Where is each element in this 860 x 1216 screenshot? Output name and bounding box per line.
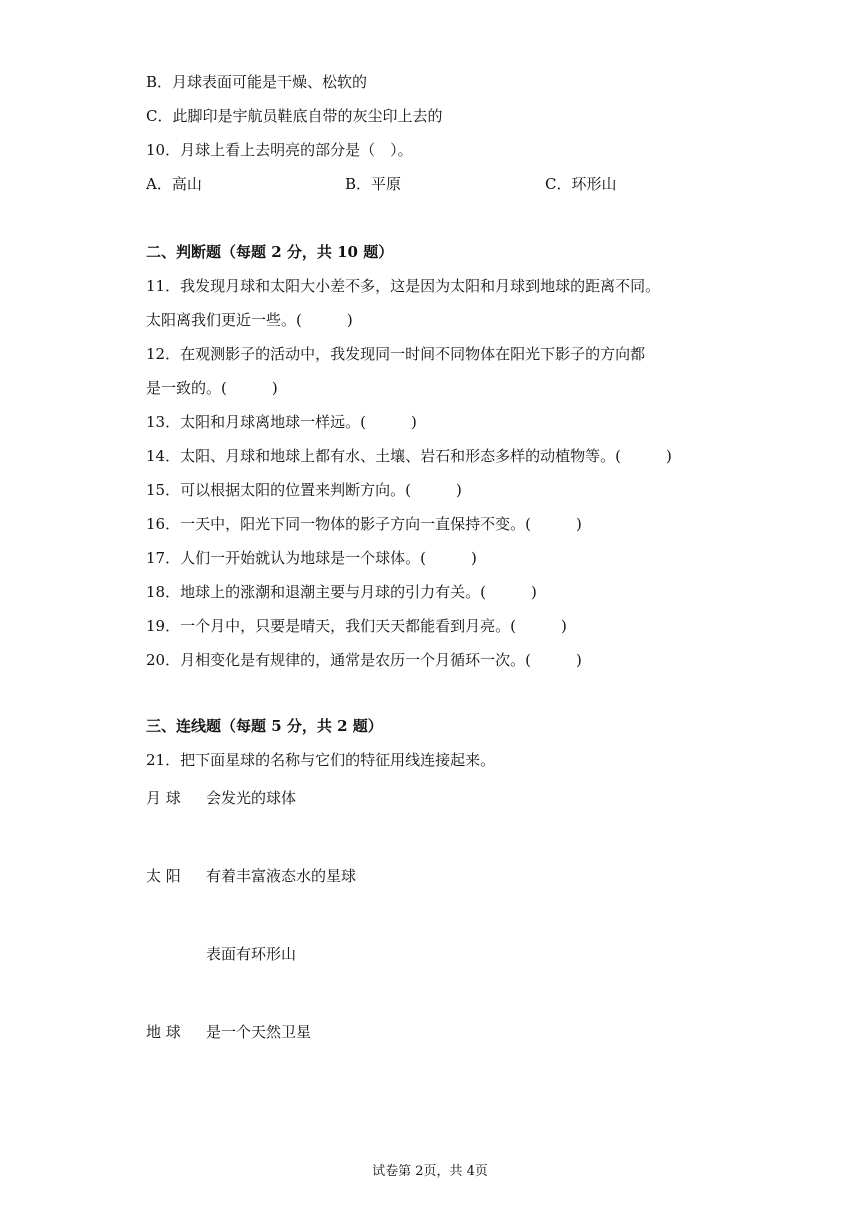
q10-option-a: A．高山 — [146, 175, 202, 193]
q18: 18．地球上的涨潮和退潮主要与月球的引力有关。( ) — [146, 583, 537, 601]
q13: 13．太阳和月球离地球一样远。( ) — [146, 413, 417, 431]
page-footer: 试卷第 2页，共 4页 — [372, 1164, 488, 1179]
q12-line1: 12．在观测影子的活动中，我发现同一时间不同物体在阳光下影子的方向都 — [146, 345, 646, 363]
q9-option-b: B．月球表面可能是干燥、松软的 — [146, 73, 368, 91]
section2-heading: 二、判断题（每题 2 分，共 10 题） — [146, 243, 394, 261]
q10-option-b: B．平原 — [345, 175, 402, 193]
matching-right-craters: 表面有环形山 — [206, 945, 297, 963]
q10-stem: 10．月球上看上去明亮的部分是（ ）。 — [146, 141, 413, 159]
matching-left-earth: 地 球 — [146, 1023, 181, 1041]
section3-heading: 三、连线题（每题 5 分，共 2 题） — [146, 717, 383, 735]
matching-left-moon: 月 球 — [146, 789, 181, 807]
q11-line2: 太阳离我们更近一些。( ) — [146, 311, 353, 329]
q14: 14．太阳、月球和地球上都有水、土壤、岩石和形态多样的动植物等。( ) — [146, 447, 672, 465]
matching-left-sun: 太 阳 — [146, 867, 181, 885]
matching-right-luminous: 会发光的球体 — [206, 789, 297, 807]
q16: 16．一天中，阳光下同一物体的影子方向一直保持不变。( ) — [146, 515, 582, 533]
q20: 20．月相变化是有规律的，通常是农历一个月循环一次。( ) — [146, 651, 582, 669]
q11-line1: 11．我发现月球和太阳大小差不多，这是因为太阳和月球到地球的距离不同。 — [146, 277, 661, 295]
q15: 15．可以根据太阳的位置来判断方向。( ) — [146, 481, 462, 499]
q21-stem: 21．把下面星球的名称与它们的特征用线连接起来。 — [146, 751, 496, 769]
q17: 17．人们一开始就认为地球是一个球体。( ) — [146, 549, 477, 567]
matching-right-satellite: 是一个天然卫星 — [206, 1023, 312, 1041]
q9-option-c: C．此脚印是宇航员鞋底自带的灰尘印上去的 — [146, 107, 443, 125]
q12-line2: 是一致的。( ) — [146, 379, 278, 397]
q19: 19．一个月中，只要是晴天，我们天天都能看到月亮。( ) — [146, 617, 567, 635]
matching-right-water: 有着丰富液态水的星球 — [206, 867, 357, 885]
q10-option-c: C．环形山 — [545, 175, 617, 193]
